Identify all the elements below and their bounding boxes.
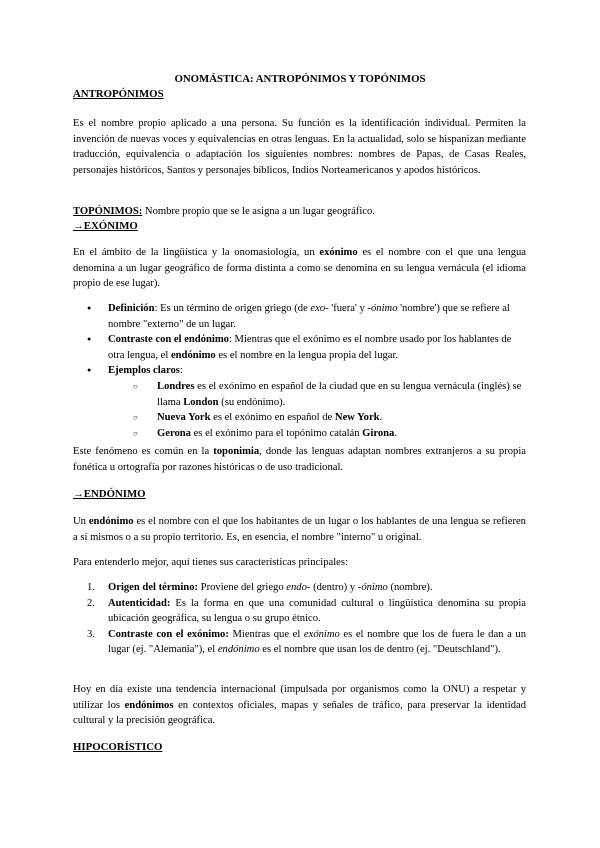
hipocoristico-heading: HIPOCORÍSTICO: [73, 741, 163, 753]
endonimo-item-origen: [85, 580, 526, 596]
term-exonimo: exónimo: [319, 247, 358, 258]
term-onimo: -ónimo: [357, 582, 388, 593]
term-onimo: -ónimo: [367, 303, 398, 314]
text-run: Un: [73, 516, 89, 527]
text-run: es el exónimo en español de la ciudad que en su lengua vernácula (inglés) se llama: [157, 380, 522, 408]
text-run: : Es un término de origen griego (de: [154, 303, 311, 314]
bullet-label: Contraste con el endónimo: [108, 334, 229, 346]
toponimos-definition: Nombre propio que se le asigna a un lugar geográfico.: [142, 206, 375, 217]
text-run: Es la forma en que una comunidad cultural o lingüística denomina su propia ubicación geográfica, su lengua o su grupo étnico.: [108, 597, 526, 625]
text-run: Proviene del griego: [198, 582, 287, 593]
text-run: Este fenómeno es común en la: [73, 446, 214, 457]
term: London: [183, 396, 219, 408]
text-run: (su endónimo).: [218, 396, 286, 408]
endonimo-lead: Para entenderlo mejor, aquí tienes sus características principales:: [73, 557, 348, 568]
endonimo-item-contraste: [85, 627, 526, 658]
term: Nueva York: [157, 412, 211, 424]
ejemplo-nueva-york: [131, 410, 526, 426]
term: Girona: [362, 427, 395, 439]
text-run: es el nombre en la lengua propia del lugar.: [215, 349, 399, 361]
text-run: en contextos oficiales, mapas y señales de tráfico, para preservar la identidad cultural y la precisión geográfica.: [73, 699, 526, 727]
item-label: Origen del término:: [108, 582, 199, 593]
bullet-label: Definición: [108, 303, 155, 314]
term-endonimos: endónimos: [124, 699, 174, 711]
text-run: .: [394, 427, 398, 439]
text-run: Mientras que el: [228, 628, 304, 640]
text-run: Hoy en día existe una tendencia internacional (impulsada por organismos como la ONU) a respetar y utilizar los: [73, 684, 526, 711]
text-run: es el nombre con el que una lengua denomina a un lugar geográfico de forma distinta a como se denomina en su lengua vernácula (el idioma propio de ese lugar).: [73, 247, 526, 290]
toponimos-heading: TOPÓNIMOS:: [73, 206, 143, 217]
item-label: Autenticidad:: [108, 597, 171, 609]
item-number: 3.: [87, 628, 95, 640]
endonimo-closing: [73, 682, 526, 729]
exonimo-heading: →EXÓNIMO: [73, 220, 138, 232]
text-run: es el nombre que usan los de dentro (ej. "Deutschland").: [259, 644, 501, 656]
text-run: , donde las lenguas adaptan nombres extranjeros a su propia fonética u ortografía por razones históricas o de uso tradicional.: [73, 446, 526, 473]
bullet-ejemplos: [85, 363, 526, 441]
endonimo-heading: →ENDÓNIMO: [73, 488, 146, 500]
text-run: 'fuera' y: [328, 303, 368, 314]
term-exonimo: exónimo: [303, 628, 340, 640]
text-run: es el nombre con el que los habitantes de un lugar o los hablantes de una lengua se refieren a sí mismos o a su propio territorio. Es, en esencia, el nombre "interno" u original.: [73, 516, 526, 543]
text-run: es el exónimo en español de: [210, 412, 335, 424]
item-number: 1.: [87, 582, 95, 593]
term-endonimo: endónimo: [88, 516, 134, 527]
antroponimos-paragraph: Es el nombre propio aplicado a una persona. Su función es la identificación individual. Permiten la invención de nuevas voces y equivalencias en otras lenguas. En la actualidad, solo se hispanizan mediante traducción, equivalencia o adaptación los siguientes nombres: nombres de Papas, de Casas Reales, personajes históricos, Santos y personajes bíblicos, Indios Norteamericanos y apodos históricos.: [73, 118, 526, 176]
bullet-label: Ejemplos claros: [108, 365, 180, 377]
exonimo-intro: [73, 245, 526, 292]
endonimo-item-autenticidad: [85, 596, 526, 627]
text-run: (nombre).: [387, 582, 433, 593]
ejemplo-gerona: [131, 426, 526, 442]
term-endonimo: endónimo: [217, 644, 260, 656]
item-number: 2.: [87, 597, 95, 609]
text-run: 'nombre') que se refiere al nombre "externo" de un lugar.: [108, 303, 510, 330]
text-run: es el exónimo para el topónimo catalán: [190, 427, 363, 439]
ejemplos-sublist: [131, 379, 526, 441]
text-run: .: [379, 412, 383, 424]
toponimos-line: [73, 204, 526, 220]
term: Gerona: [157, 427, 191, 439]
term-endo: endo-: [286, 582, 311, 593]
bullet-contraste: [85, 332, 526, 363]
text-run: En el ámbito de la lingüística y la onomasiología, un: [73, 247, 320, 258]
bullet-definicion: [85, 301, 526, 332]
exonimo-bullet-list: [85, 301, 526, 441]
text-run: :: [179, 365, 183, 377]
item-label: Contraste con el exónimo:: [108, 628, 229, 640]
endonimo-intro: [73, 514, 526, 545]
text-run: (dentro) y: [310, 582, 358, 593]
term: Londres: [157, 380, 195, 392]
page-title: ONOMÁSTICA: ANTROPÓNIMOS Y TOPÓNIMOS: [174, 73, 426, 85]
term-endonimo: endónimo: [170, 349, 216, 361]
exonimo-closing: [73, 444, 526, 475]
term-exo: exo-: [310, 303, 329, 314]
endonimo-numbered-list: [85, 580, 526, 658]
antroponimos-heading: ANTROPÓNIMOS: [73, 88, 164, 100]
ejemplo-londres: [131, 379, 526, 410]
text-run: : Mientras que el exónimo es el nombre usado por los hablantes de otra lengua, el: [108, 334, 512, 361]
term: New York: [334, 412, 380, 424]
term-toponimia: toponimia: [213, 446, 260, 457]
text-run: es el nombre que los de fuera le dan a un lugar (ej. "Alemania"), el: [108, 628, 526, 656]
